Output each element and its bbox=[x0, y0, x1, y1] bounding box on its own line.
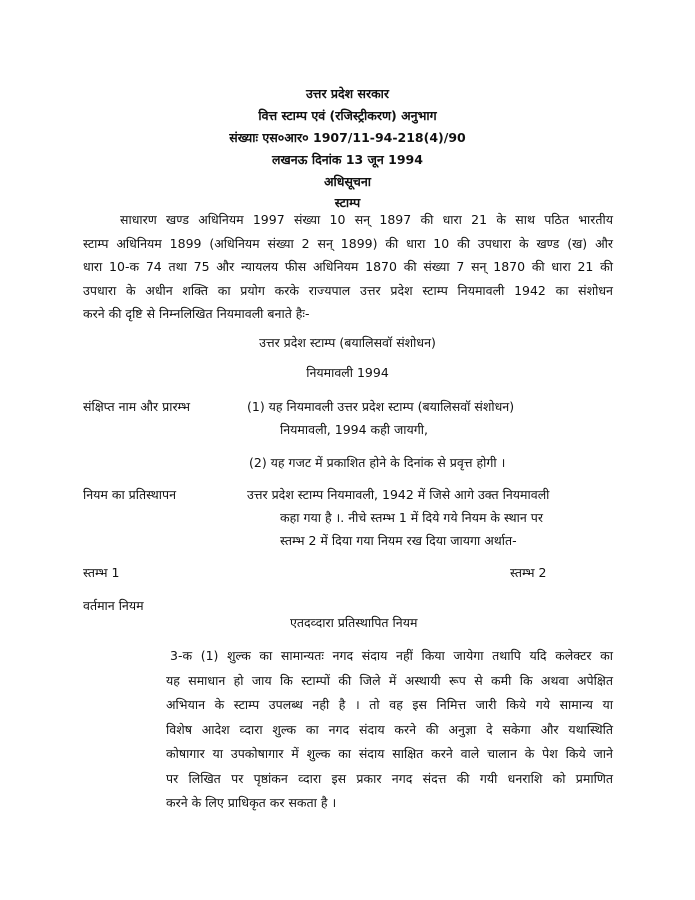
subject-heading: स्टाम्प bbox=[334, 195, 361, 210]
preamble-line: करने की दृष्टि से निम्नलिखित नियमावली बनाते हैः- bbox=[83, 306, 310, 321]
new-rule-line: करने के लिए प्राधिकृत कर सकता है । bbox=[166, 795, 337, 810]
substitution-label: नियम का प्रतिस्थापन bbox=[83, 487, 177, 502]
place-date: लखनऊ दिनांक 13 जून 1994 bbox=[272, 152, 423, 167]
new-rule-line: अभियान के स्टाम्प उपलब्ध नही है । तो वह इस निमित्त जारी किये गये सामान्य या bbox=[166, 697, 613, 712]
clause-1-line-1: (1) यह नियमावली उत्तर प्रदेश स्टाम्प (बयालिसवॉ संशोधन) bbox=[247, 399, 515, 414]
notification-heading: अधिसूचना bbox=[323, 174, 372, 189]
column-2-label: स्तम्भ 2 bbox=[510, 565, 547, 580]
preamble-line: उपधारा के अधीन शक्ति का प्रयोग करके राज्यपाल उत्तर प्रदेश स्टाम्प नियमावली 1942 का संशोधन bbox=[83, 282, 613, 298]
substitution-line-2: कहा गया है ।. नीचे स्तम्भ 1 में दिये गये नियम के स्थान पर bbox=[280, 510, 543, 525]
new-rule-paragraph bbox=[166, 644, 613, 816]
substituted-rule-heading: एतदव्दारा प्रतिस्थापित नियम bbox=[290, 615, 418, 630]
rules-title: उत्तर प्रदेश स्टाम्प (बयालिसवॉ संशोधन) bbox=[259, 335, 436, 350]
govt-heading: उत्तर प्रदेश सरकार bbox=[305, 86, 390, 101]
rules-year: नियमावली 1994 bbox=[306, 365, 389, 380]
column-1-label: स्तम्भ 1 bbox=[83, 565, 120, 580]
preamble-line: धारा 10-क 74 तथा 75 और न्यायलय फीस अधिनियम 1870 की संख्या 7 सन् 1870 की धारा 21 की bbox=[83, 259, 613, 274]
substitution-line-1: उत्तर प्रदेश स्टाम्प नियमावली, 1942 में जिसे आगे उक्त नियमावली bbox=[247, 487, 550, 502]
department-heading: वित्त स्टाम्प एवं (रजिस्ट्रीकरण) अनुभाग bbox=[258, 108, 437, 123]
preamble-paragraph bbox=[83, 208, 613, 326]
new-rule-line: कोषागार या उपकोषागार में शुल्क का संदाय साक्षित करने वाले चालान के पेश किये जाने bbox=[166, 746, 613, 761]
new-rule-line: पर लिखित पर पृष्ठांकन व्दारा इस प्रकार नगद संदत्त की गयी धनराशि को प्रमाणित bbox=[166, 770, 613, 786]
new-rule-line: यह समाधान हो जाय कि स्टाम्पों की जिले में अस्थायी रूप से कमी कि अथवा अपेक्षित bbox=[166, 672, 613, 688]
substitution-line-3: स्तम्भ 2 में दिया गया नियम रख दिया जायगा अर्थात- bbox=[280, 533, 517, 548]
existing-rule-heading: वर्तमान नियम bbox=[83, 598, 144, 613]
preamble-line: स्टाम्प अधिनियम 1899 (अधिनियम संख्या 2 सन् 1899) की धारा 10 की उपधारा के खण्ड (ख) और bbox=[83, 235, 613, 251]
reference-number: संख्याः एस०आर० 1907/11-94-218(4)/90 bbox=[229, 130, 466, 145]
short-title-label: संक्षिप्त नाम और प्रारम्भ bbox=[83, 399, 191, 414]
clause-2: (2) यह गजट में प्रकाशित होने के दिनांक से प्रवृत्त होगी । bbox=[249, 455, 506, 470]
clause-1-line-2: नियमावली, 1994 कही जायगी, bbox=[280, 422, 428, 437]
new-rule-line: 3-क (1) शुल्क का सामान्यतः नगद संदाय नहीं किया जायेगा तथापि यदि कलेक्टर का bbox=[170, 648, 613, 663]
preamble-line: साधारण खण्ड अधिनियम 1997 संख्या 10 सन् 1897 की धारा 21 के साथ पठित भारतीय bbox=[120, 212, 613, 227]
new-rule-line: विशेष आदेश व्दारा शुल्क का नगद संदाय करने की अनुज्ञा दे सकेगा और यथास्थिति bbox=[166, 721, 613, 737]
